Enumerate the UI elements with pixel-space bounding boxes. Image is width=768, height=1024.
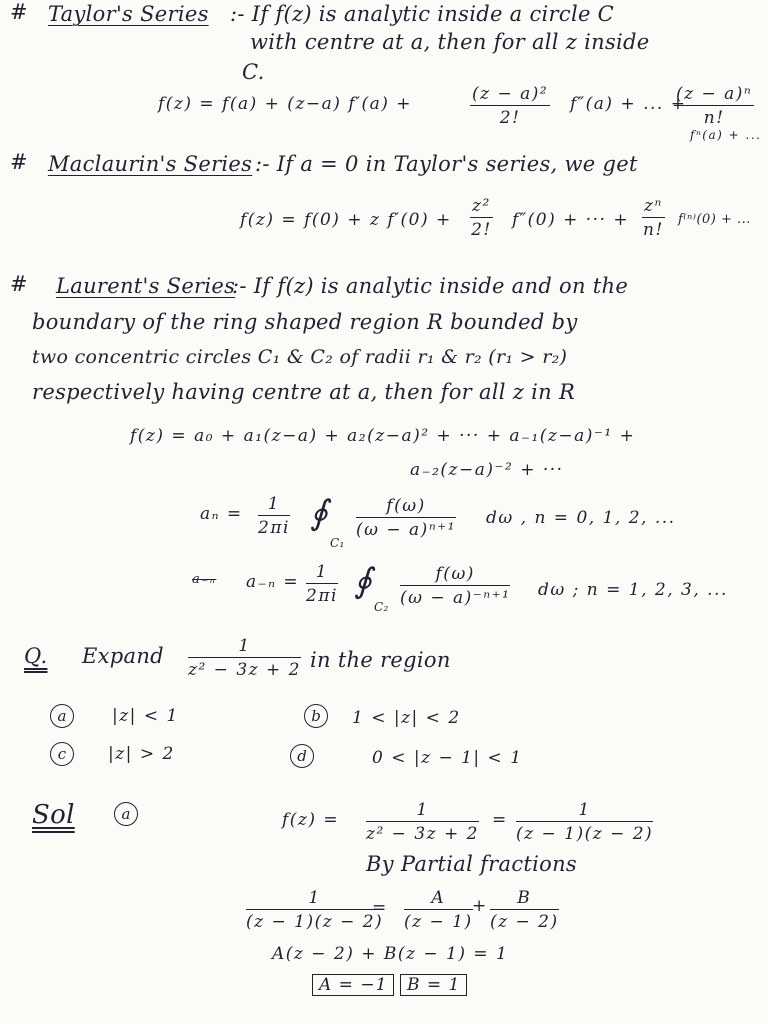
maclaurin-termn-rest: f⁽ⁿ⁾(0) + ...: [678, 212, 751, 227]
maclaurin-formula: f(z) = f(0) + z f′(0) +: [240, 210, 452, 230]
maclaurin-termn-fraction: $\frac{\text{zⁿ}}{n!}$: [643, 196, 664, 240]
maclaurin-term2-fraction: $\frac{\text{z²}}{2!}$: [471, 196, 492, 240]
contour-integral-icon: ∮: [310, 493, 328, 533]
option-a-marker: a: [50, 704, 74, 728]
maclaurin-line-1: :- If a = 0 in Taylor's series, we get: [255, 152, 638, 176]
partial-fractions-label: By Partial fractions: [366, 852, 577, 876]
contour-integral-icon: ∮: [354, 561, 372, 601]
hash-mark: #: [10, 0, 28, 24]
amn-prefactor: $\frac{1}{2\pi i}$: [306, 562, 338, 606]
laurent-series-line-1: f(z) = a₀ + a₁(z−a) + a₂(z−a)² + ··· + a₋₁(z−a)⁻¹ +: [130, 426, 636, 446]
strikethrough-text: a₋ₙ: [192, 572, 217, 587]
result-a-box: A = −1: [312, 974, 394, 996]
option-b-marker: b: [304, 704, 328, 728]
partial-plus: +: [472, 896, 488, 916]
amn-contour: C₂: [374, 600, 389, 614]
solution-fraction-1: $\frac{1}{\text{z² − 3z + 2}}$: [366, 800, 479, 844]
option-a-text: |z| < 1: [112, 706, 179, 726]
taylor-termn-rest: fⁿ(a) + ...: [690, 128, 762, 142]
solution-label: Sol: [32, 800, 75, 830]
solution-part-marker: a: [114, 802, 138, 826]
solution-fraction-2: $\frac{1}{(z - 1)(z - 2)}$: [516, 800, 654, 844]
option-c-marker: c: [50, 742, 74, 766]
partial-equals: =: [372, 898, 388, 918]
taylor-line-1: :- If f(z) is analytic inside a circle C: [230, 2, 615, 26]
question-fraction: $\frac{1}{\text{z² − 3z + 2}}$: [188, 636, 301, 680]
maclaurin-heading: Maclaurin's Series: [48, 152, 253, 176]
identity-equation: A(z − 2) + B(z − 1) = 1: [272, 944, 509, 964]
an-lhs: aₙ =: [200, 504, 243, 524]
laurent-line-1: :- If f(z) is analytic inside and on the: [232, 274, 629, 298]
amn-lhs: a₋ₙ =: [246, 572, 300, 592]
taylor-line-3: C.: [242, 60, 265, 84]
amn-integrand: $\frac{f(\omega)}{\text{(ω − a)⁻ⁿ⁺¹}}$: [400, 564, 511, 608]
solution-equals: =: [492, 810, 508, 830]
hash-mark: #: [10, 272, 28, 296]
laurent-series-line-2: a₋₂(z−a)⁻² + ···: [410, 460, 564, 480]
question-text: Expand: [82, 644, 164, 668]
question-after: in the region: [310, 648, 451, 672]
an-rhs: dω , n = 0, 1, 2, ...: [486, 508, 676, 528]
taylor-line-2: with centre at a, then for all z inside: [250, 30, 650, 54]
result-b-box: B = 1: [400, 974, 467, 996]
partial-lhs-fraction: $\frac{1}{(z - 1)(z - 2)}$: [246, 888, 384, 932]
option-c-text: |z| > 2: [108, 744, 175, 764]
taylor-term2-rest: f″(a) + ... +: [570, 94, 687, 114]
laurent-line-3: two concentric circles C₁ & C₂ of radii r₁ & r₂ (r₁ > r₂): [32, 346, 568, 368]
hash-mark: #: [10, 150, 28, 174]
taylor-term2-fraction: $\frac{\text{(z − a)²}}{2!}$: [472, 84, 549, 128]
an-integrand: $\frac{f(\omega)}{\text{(ω − a)ⁿ⁺¹}}$: [356, 496, 456, 540]
laurent-line-4: respectively having centre at a, then for all z in R: [32, 380, 576, 404]
solution-fz: f(z) =: [282, 810, 340, 830]
laurent-heading: Laurent's Series: [56, 274, 236, 298]
partial-b-fraction: $\frac{B}{(z - 2)}$: [490, 888, 559, 932]
taylor-termn-fraction: $\frac{\text{(z − a)ⁿ}}{n!}$: [676, 84, 753, 128]
taylor-heading: Taylor's Series: [48, 2, 209, 26]
an-contour: C₁: [330, 536, 345, 550]
an-prefactor: $\frac{1}{2\pi i}$: [258, 494, 290, 538]
option-d-text: 0 < |z − 1| < 1: [372, 748, 523, 768]
question-label: Q.: [24, 644, 48, 668]
maclaurin-term2-rest: f″(0) + ··· +: [512, 210, 630, 230]
option-b-text: 1 < |z| < 2: [352, 708, 461, 728]
option-d-marker: d: [290, 744, 314, 768]
amn-rhs: dω ; n = 1, 2, 3, ...: [538, 580, 728, 600]
laurent-line-2: boundary of the ring shaped region R bounded by: [32, 310, 578, 334]
taylor-formula: f(z) = f(a) + (z−a) f′(a) +: [158, 94, 413, 114]
partial-a-fraction: $\frac{A}{(z - 1)}$: [404, 888, 473, 932]
